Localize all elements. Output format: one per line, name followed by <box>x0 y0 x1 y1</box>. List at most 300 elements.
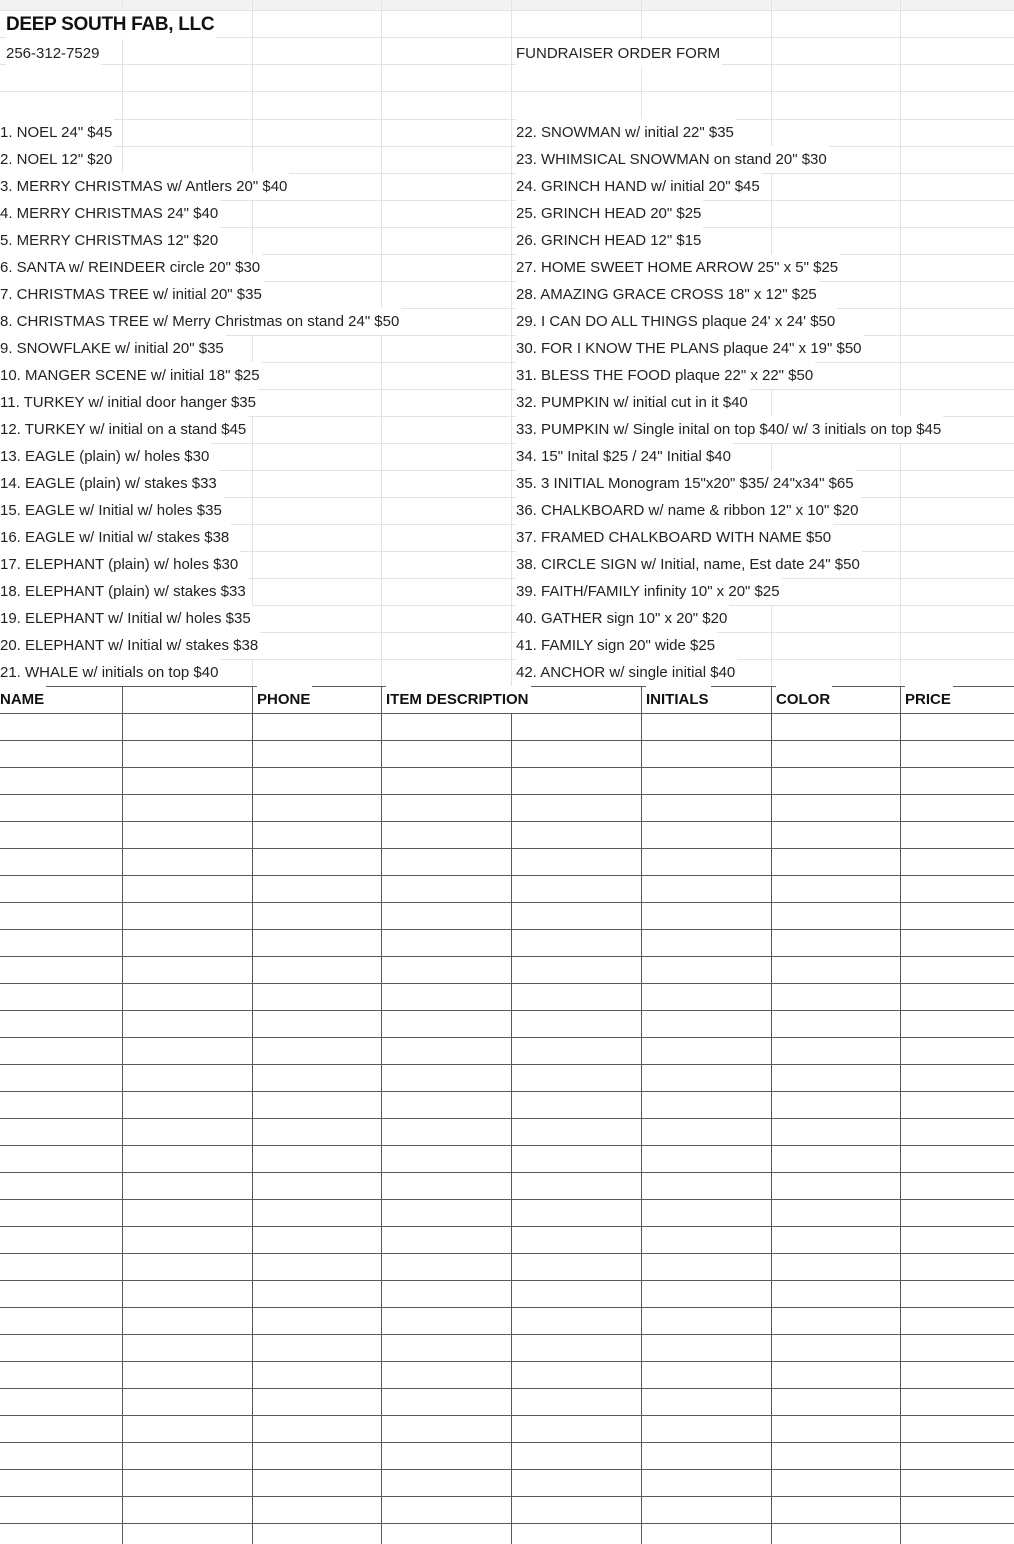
order-entry-cell[interactable] <box>253 930 381 956</box>
order-entry-cell[interactable] <box>253 1065 381 1091</box>
order-entry-cell[interactable] <box>1 1416 122 1442</box>
catalog-left-item: 2. NOEL 12" $20 <box>0 146 114 173</box>
order-entry-cell[interactable] <box>382 984 511 1010</box>
grid-row-line <box>0 64 1014 65</box>
catalog-right-item: 32. PUMPKIN w/ initial cut in it $40 <box>516 389 750 416</box>
order-entry-cell[interactable] <box>642 1227 771 1253</box>
catalog-left-item: 6. SANTA w/ REINDEER circle 20" $30 <box>0 254 262 281</box>
order-entry-cell[interactable] <box>772 984 900 1010</box>
order-entry-cell[interactable] <box>253 1227 381 1253</box>
order-entry-cell[interactable] <box>512 1308 641 1334</box>
order-entry-cell[interactable] <box>642 984 771 1010</box>
order-entry-cell[interactable] <box>253 1443 381 1469</box>
order-entry-cell[interactable] <box>1 984 122 1010</box>
order-entry-cell[interactable] <box>642 1092 771 1118</box>
order-entry-cell[interactable] <box>901 1335 1014 1361</box>
form-title: FUNDRAISER ORDER FORM <box>516 40 722 67</box>
catalog-right-item: 29. I CAN DO ALL THINGS plaque 24' x 24' $50 <box>516 308 837 335</box>
order-entry-cell[interactable] <box>1 876 122 902</box>
order-entry-cell[interactable] <box>901 984 1014 1010</box>
order-entry-cell[interactable] <box>253 1389 381 1415</box>
order-entry-cell[interactable] <box>901 1443 1014 1469</box>
catalog-left-item: 13. EAGLE (plain) w/ holes $30 <box>0 443 211 470</box>
order-entry-cell[interactable] <box>253 1308 381 1334</box>
order-entry-cell[interactable] <box>1 1092 122 1118</box>
order-entry-cell[interactable] <box>123 768 252 794</box>
order-entry-cell[interactable] <box>1 1146 122 1172</box>
order-entry-cell[interactable] <box>382 795 511 821</box>
order-entry-cell[interactable] <box>642 1362 771 1388</box>
grid-col-line <box>381 0 382 686</box>
order-entry-cell[interactable] <box>512 1065 641 1091</box>
order-entry-cell[interactable] <box>642 1254 771 1280</box>
catalog-left-item: 12. TURKEY w/ initial on a stand $45 <box>0 416 248 443</box>
order-entry-cell[interactable] <box>1 1227 122 1253</box>
order-entry-cell[interactable] <box>512 957 641 983</box>
order-entry-cell[interactable] <box>253 795 381 821</box>
catalog-right-item: 34. 15" Inital $25 / 24" Initial $40 <box>516 443 733 470</box>
order-entry-cell[interactable] <box>901 1254 1014 1280</box>
order-entry-cell[interactable] <box>1 1470 122 1496</box>
order-entry-cell[interactable] <box>772 1200 900 1226</box>
order-entry-cell[interactable] <box>772 1443 900 1469</box>
order-entry-cell[interactable] <box>772 1308 900 1334</box>
order-entry-cell[interactable] <box>1 1038 122 1064</box>
order-entry-cell[interactable] <box>642 1308 771 1334</box>
order-entry-cell[interactable] <box>642 1524 771 1544</box>
order-entry-cell[interactable] <box>1 1011 122 1037</box>
order-entry-cell[interactable] <box>382 1146 511 1172</box>
order-entry-cell[interactable] <box>382 1254 511 1280</box>
order-entry-cell[interactable] <box>253 876 381 902</box>
order-entry-cell[interactable] <box>901 903 1014 929</box>
order-entry-cell[interactable] <box>772 876 900 902</box>
order-entry-cell[interactable] <box>1 1254 122 1280</box>
order-entry-cell[interactable] <box>772 1227 900 1253</box>
order-entry-cell[interactable] <box>382 1308 511 1334</box>
order-entry-cell[interactable] <box>1 1443 122 1469</box>
catalog-left-item: 8. CHRISTMAS TREE w/ Merry Christmas on stand 24" $50 <box>0 308 401 335</box>
order-entry-cell[interactable] <box>1 957 122 983</box>
order-entry-cell[interactable] <box>772 1281 900 1307</box>
order-entry-cell[interactable] <box>382 1092 511 1118</box>
order-entry-cell[interactable] <box>901 1011 1014 1037</box>
order-entry-cell[interactable] <box>123 741 252 767</box>
order-entry-cell[interactable] <box>772 1011 900 1037</box>
catalog-left-item: 7. CHRISTMAS TREE w/ initial 20" $35 <box>0 281 264 308</box>
order-entry-cell[interactable] <box>253 903 381 929</box>
order-entry-cell[interactable] <box>382 1200 511 1226</box>
order-entry-cell[interactable] <box>382 1524 511 1544</box>
catalog-left-item: 4. MERRY CHRISTMAS 24" $40 <box>0 200 220 227</box>
order-entry-cell[interactable] <box>382 1443 511 1469</box>
catalog-right-item: 30. FOR I KNOW THE PLANS plaque 24" x 19" $50 <box>516 335 864 362</box>
order-entry-cell[interactable] <box>512 741 641 767</box>
catalog-left-item: 19. ELEPHANT w/ Initial w/ holes $35 <box>0 605 253 632</box>
order-entry-cell[interactable] <box>901 1227 1014 1253</box>
catalog-left-item: 14. EAGLE (plain) w/ stakes $33 <box>0 470 219 497</box>
catalog-left-item: 21. WHALE w/ initials on top $40 <box>0 659 220 686</box>
catalog-left-item: 16. EAGLE w/ Initial w/ stakes $38 <box>0 524 231 551</box>
grid-row-line <box>0 91 1014 92</box>
order-entry-cell[interactable] <box>1 1335 122 1361</box>
catalog-right-item: 22. SNOWMAN w/ initial 22" $35 <box>516 119 736 146</box>
order-entry-cell[interactable] <box>772 822 900 848</box>
order-entry-cell[interactable] <box>642 1173 771 1199</box>
order-entry-cell[interactable] <box>901 1389 1014 1415</box>
order-entry-cell[interactable] <box>253 1335 381 1361</box>
order-entry-cell[interactable] <box>382 1362 511 1388</box>
order-entry-cell[interactable] <box>253 1362 381 1388</box>
order-entry-cell[interactable] <box>901 957 1014 983</box>
order-entry-cell[interactable] <box>642 1335 771 1361</box>
order-entry-cell[interactable] <box>772 1362 900 1388</box>
order-entry-cell[interactable] <box>512 1362 641 1388</box>
catalog-right-item: 28. AMAZING GRACE CROSS 18" x 12" $25 <box>516 281 819 308</box>
order-entry-cell[interactable] <box>772 1092 900 1118</box>
order-entry-cell[interactable] <box>512 1200 641 1226</box>
order-entry-cell[interactable] <box>123 1173 252 1199</box>
order-entry-cell[interactable] <box>901 1416 1014 1442</box>
order-entry-cell[interactable] <box>642 795 771 821</box>
order-entry-cell[interactable] <box>642 1065 771 1091</box>
order-entry-cell[interactable] <box>512 903 641 929</box>
grid-col-line <box>511 0 512 686</box>
order-entry-cell[interactable] <box>253 714 381 740</box>
catalog-right-item: 23. WHIMSICAL SNOWMAN on stand 20" $30 <box>516 146 829 173</box>
order-entry-cell[interactable] <box>382 903 511 929</box>
order-entry-cell[interactable] <box>123 876 252 902</box>
catalog-left-item: 18. ELEPHANT (plain) w/ stakes $33 <box>0 578 248 605</box>
order-entry-cell[interactable] <box>382 1335 511 1361</box>
order-entry-cell[interactable] <box>123 984 252 1010</box>
order-entry-cell[interactable] <box>1 1119 122 1145</box>
order-entry-cell[interactable] <box>512 1497 641 1523</box>
order-entry-cell[interactable] <box>123 822 252 848</box>
order-entry-cell[interactable] <box>642 1038 771 1064</box>
order-entry-cell[interactable] <box>642 714 771 740</box>
order-entry-cell[interactable] <box>901 822 1014 848</box>
order-entry-cell[interactable] <box>642 903 771 929</box>
grid-row-line <box>0 119 1014 120</box>
order-entry-cell[interactable] <box>642 1011 771 1037</box>
order-entry-cell[interactable] <box>253 1254 381 1280</box>
order-entry-cell[interactable] <box>512 876 641 902</box>
order-entry-cell[interactable] <box>123 1254 252 1280</box>
order-entry-cell[interactable] <box>512 1524 641 1544</box>
order-entry-cell[interactable] <box>772 1173 900 1199</box>
order-entry-cell[interactable] <box>512 1092 641 1118</box>
order-entry-cell[interactable] <box>642 741 771 767</box>
order-entry-cell[interactable] <box>1 1200 122 1226</box>
order-entry-cell[interactable] <box>642 1200 771 1226</box>
order-entry-cell[interactable] <box>123 1119 252 1145</box>
order-entry-cell[interactable] <box>382 930 511 956</box>
order-entry-cell[interactable] <box>1 903 122 929</box>
order-entry-cell[interactable] <box>512 1389 641 1415</box>
order-entry-cell[interactable] <box>253 822 381 848</box>
order-entry-cell[interactable] <box>123 1470 252 1496</box>
company-name: DEEP SOUTH FAB, LLC <box>6 11 216 39</box>
order-entry-cell[interactable] <box>253 957 381 983</box>
order-entry-cell[interactable] <box>512 714 641 740</box>
order-entry-cell[interactable] <box>642 1416 771 1442</box>
catalog-right-item: 37. FRAMED CHALKBOARD WITH NAME $50 <box>516 524 833 551</box>
order-entry-cell[interactable] <box>382 1227 511 1253</box>
order-entry-cell[interactable] <box>253 768 381 794</box>
order-entry-cell[interactable] <box>901 714 1014 740</box>
order-entry-cell[interactable] <box>901 930 1014 956</box>
order-entry-cell[interactable] <box>253 849 381 875</box>
header-color: COLOR <box>776 686 832 713</box>
order-entry-cell[interactable] <box>1 822 122 848</box>
order-entry-cell[interactable] <box>901 849 1014 875</box>
catalog-right-item: 36. CHALKBOARD w/ name & ribbon 12" x 10" $20 <box>516 497 861 524</box>
order-entry-cell[interactable] <box>512 849 641 875</box>
order-entry-cell[interactable] <box>1 1065 122 1091</box>
catalog-left-item: 20. ELEPHANT w/ Initial w/ stakes $38 <box>0 632 260 659</box>
order-entry-cell[interactable] <box>772 1470 900 1496</box>
header-price: PRICE <box>905 686 953 713</box>
order-entry-cell[interactable] <box>382 1470 511 1496</box>
order-entry-cell[interactable] <box>123 930 252 956</box>
order-entry-cell[interactable] <box>642 957 771 983</box>
order-entry-cell[interactable] <box>512 822 641 848</box>
order-entry-cell[interactable] <box>772 1119 900 1145</box>
order-entry-cell[interactable] <box>382 768 511 794</box>
order-entry-cell[interactable] <box>253 1011 381 1037</box>
order-entry-cell[interactable] <box>123 849 252 875</box>
order-entry-cell[interactable] <box>1 741 122 767</box>
order-entry-cell[interactable] <box>253 1281 381 1307</box>
order-entry-cell[interactable] <box>901 1038 1014 1064</box>
order-entry-cell[interactable] <box>512 1254 641 1280</box>
order-entry-cell[interactable] <box>901 1092 1014 1118</box>
catalog-right-item: 26. GRINCH HEAD 12" $15 <box>516 227 703 254</box>
order-entry-cell[interactable] <box>772 849 900 875</box>
order-entry-cell[interactable] <box>253 1038 381 1064</box>
order-entry-cell[interactable] <box>253 1470 381 1496</box>
order-entry-cell[interactable] <box>1 1524 122 1544</box>
order-entry-cell[interactable] <box>123 1389 252 1415</box>
catalog-right-item: 42. ANCHOR w/ single initial $40 <box>516 659 737 686</box>
order-entry-cell[interactable] <box>772 741 900 767</box>
order-entry-cell[interactable] <box>1 714 122 740</box>
order-entry-cell[interactable] <box>642 930 771 956</box>
catalog-left-item: 10. MANGER SCENE w/ initial 18" $25 <box>0 362 262 389</box>
order-entry-cell[interactable] <box>253 1416 381 1442</box>
catalog-right-item: 40. GATHER sign 10" x 20" $20 <box>516 605 729 632</box>
order-entry-cell[interactable] <box>901 795 1014 821</box>
order-entry-cell[interactable] <box>382 1011 511 1037</box>
order-entry-cell[interactable] <box>253 1092 381 1118</box>
order-entry-cell[interactable] <box>253 1119 381 1145</box>
order-entry-cell[interactable] <box>253 741 381 767</box>
catalog-right-item: 27. HOME SWEET HOME ARROW 25" x 5" $25 <box>516 254 840 281</box>
order-entry-cell[interactable] <box>512 1227 641 1253</box>
order-entry-cell[interactable] <box>512 768 641 794</box>
order-entry-cell[interactable] <box>1 849 122 875</box>
order-entry-cell[interactable] <box>512 795 641 821</box>
order-entry-cell[interactable] <box>901 1524 1014 1544</box>
order-entry-cell[interactable] <box>123 1038 252 1064</box>
order-entry-cell[interactable] <box>772 795 900 821</box>
order-entry-cell[interactable] <box>382 1416 511 1442</box>
order-entry-cell[interactable] <box>123 1281 252 1307</box>
order-entry-cell[interactable] <box>123 903 252 929</box>
order-entry-cell[interactable] <box>1 930 122 956</box>
catalog-right-item: 31. BLESS THE FOOD plaque 22" x 22" $50 <box>516 362 815 389</box>
order-entry-cell[interactable] <box>642 1281 771 1307</box>
order-entry-cell[interactable] <box>123 1335 252 1361</box>
catalog-right-item: 38. CIRCLE SIGN w/ Initial, name, Est date 24" $50 <box>516 551 862 578</box>
order-entry-cell[interactable] <box>253 1146 381 1172</box>
order-entry-cell[interactable] <box>512 1443 641 1469</box>
order-entry-cell[interactable] <box>512 1146 641 1172</box>
order-entry-cell[interactable] <box>512 984 641 1010</box>
order-entry-cell[interactable] <box>642 1119 771 1145</box>
order-entry-cell[interactable] <box>382 876 511 902</box>
order-entry-cell[interactable] <box>123 1524 252 1544</box>
order-entry-cell[interactable] <box>1 1308 122 1334</box>
order-entry-cell[interactable] <box>382 1065 511 1091</box>
catalog-right-item: 41. FAMILY sign 20" wide $25 <box>516 632 717 659</box>
order-entry-cell[interactable] <box>382 957 511 983</box>
order-entry-cell[interactable] <box>512 1173 641 1199</box>
order-entry-cell[interactable] <box>772 903 900 929</box>
order-entry-cell[interactable] <box>772 1416 900 1442</box>
order-entry-cell[interactable] <box>642 768 771 794</box>
order-entry-cell[interactable] <box>901 1497 1014 1523</box>
order-entry-cell[interactable] <box>772 714 900 740</box>
order-entry-cell[interactable] <box>772 1038 900 1064</box>
order-entry-cell[interactable] <box>512 1038 641 1064</box>
order-entry-cell[interactable] <box>123 1362 252 1388</box>
order-entry-cell[interactable] <box>642 876 771 902</box>
order-entry-cell[interactable] <box>512 1011 641 1037</box>
order-entry-cell[interactable] <box>1 1173 122 1199</box>
order-entry-cell[interactable] <box>901 768 1014 794</box>
order-entry-cell[interactable] <box>123 1497 252 1523</box>
catalog-left-item: 9. SNOWFLAKE w/ initial 20" $35 <box>0 335 226 362</box>
order-entry-cell[interactable] <box>253 984 381 1010</box>
order-entry-cell[interactable] <box>1 768 122 794</box>
order-entry-cell[interactable] <box>123 957 252 983</box>
order-entry-cell[interactable] <box>772 930 900 956</box>
order-entry-cell[interactable] <box>123 1308 252 1334</box>
order-entry-cell[interactable] <box>1 1497 122 1523</box>
catalog-right-item: 25. GRINCH HEAD 20" $25 <box>516 200 703 227</box>
order-entry-cell[interactable] <box>901 1173 1014 1199</box>
order-entry-cell[interactable] <box>512 1335 641 1361</box>
order-entry-cell[interactable] <box>253 1524 381 1544</box>
order-entry-cell[interactable] <box>512 1416 641 1442</box>
catalog-right-item: 35. 3 INITIAL Monogram 15"x20" $35/ 24"x34" $65 <box>516 470 856 497</box>
order-entry-cell[interactable] <box>901 1200 1014 1226</box>
order-entry-cell[interactable] <box>772 1254 900 1280</box>
order-entry-cell[interactable] <box>123 1146 252 1172</box>
order-entry-cell[interactable] <box>642 849 771 875</box>
order-entry-cell[interactable] <box>253 1173 381 1199</box>
grid-row-line <box>0 146 1014 147</box>
order-entry-cell[interactable] <box>123 1092 252 1118</box>
order-entry-cell[interactable] <box>1 1281 122 1307</box>
order-entry-cell[interactable] <box>382 849 511 875</box>
order-entry-cell[interactable] <box>772 1497 900 1523</box>
order-entry-cell[interactable] <box>901 741 1014 767</box>
order-entry-cell[interactable] <box>123 714 252 740</box>
order-entry-cell[interactable] <box>772 957 900 983</box>
order-entry-cell[interactable] <box>772 1524 900 1544</box>
order-entry-cell[interactable] <box>123 1065 252 1091</box>
order-entry-cell[interactable] <box>512 1470 641 1496</box>
catalog-left-item: 1. NOEL 24" $45 <box>0 119 114 146</box>
order-entry-cell[interactable] <box>382 1497 511 1523</box>
order-entry-cell[interactable] <box>901 1281 1014 1307</box>
order-entry-cell[interactable] <box>642 1389 771 1415</box>
order-entry-cell[interactable] <box>512 1281 641 1307</box>
order-entry-cell[interactable] <box>382 741 511 767</box>
order-entry-cell[interactable] <box>901 1308 1014 1334</box>
order-entry-cell[interactable] <box>123 1200 252 1226</box>
order-entry-cell[interactable] <box>382 1281 511 1307</box>
header-initials: INITIALS <box>646 686 711 713</box>
order-entry-cell[interactable] <box>123 1011 252 1037</box>
order-entry-cell[interactable] <box>642 822 771 848</box>
order-entry-cell[interactable] <box>642 1470 771 1496</box>
order-entry-cell[interactable] <box>642 1497 771 1523</box>
order-entry-cell[interactable] <box>382 1038 511 1064</box>
order-entry-cell[interactable] <box>772 1335 900 1361</box>
order-entry-cell[interactable] <box>772 768 900 794</box>
order-entry-cell[interactable] <box>901 1065 1014 1091</box>
order-entry-cell[interactable] <box>382 1389 511 1415</box>
order-entry-cell[interactable] <box>253 1497 381 1523</box>
order-entry-cell[interactable] <box>901 1146 1014 1172</box>
order-entry-cell[interactable] <box>1 795 122 821</box>
catalog-right-item: 39. FAITH/FAMILY infinity 10" x 20" $25 <box>516 578 782 605</box>
order-entry-cell[interactable] <box>901 1470 1014 1496</box>
order-entry-cell[interactable] <box>123 1443 252 1469</box>
order-entry-cell[interactable] <box>382 1173 511 1199</box>
order-entry-cell[interactable] <box>1 1362 122 1388</box>
order-entry-cell[interactable] <box>642 1146 771 1172</box>
grid-col-line <box>900 0 901 686</box>
order-entry-cell[interactable] <box>123 1227 252 1253</box>
header-phone: PHONE <box>257 686 312 713</box>
header-item-description: ITEM DESCRIPTION <box>386 686 531 713</box>
order-entry-cell[interactable] <box>123 1416 252 1442</box>
catalog-left-item: 11. TURKEY w/ initial door hanger $35 <box>0 389 258 416</box>
catalog-right-item: 33. PUMPKIN w/ Single inital on top $40/ w/ 3 initials on top $45 <box>516 416 943 443</box>
order-entry-cell[interactable] <box>772 1065 900 1091</box>
order-entry-cell[interactable] <box>123 795 252 821</box>
order-entry-cell[interactable] <box>772 1146 900 1172</box>
order-entry-cell[interactable] <box>901 1119 1014 1145</box>
order-entry-cell[interactable] <box>512 930 641 956</box>
order-entry-cell[interactable] <box>382 714 511 740</box>
order-entry-cell[interactable] <box>772 1389 900 1415</box>
order-entry-cell[interactable] <box>253 1200 381 1226</box>
order-entry-cell[interactable] <box>901 876 1014 902</box>
catalog-right-item: 24. GRINCH HAND w/ initial 20" $45 <box>516 173 762 200</box>
order-entry-cell[interactable] <box>1 1389 122 1415</box>
order-entry-cell[interactable] <box>382 822 511 848</box>
order-entry-cell[interactable] <box>382 1119 511 1145</box>
order-entry-cell[interactable] <box>901 1362 1014 1388</box>
order-entry-cell[interactable] <box>642 1443 771 1469</box>
order-entry-cell[interactable] <box>512 1119 641 1145</box>
